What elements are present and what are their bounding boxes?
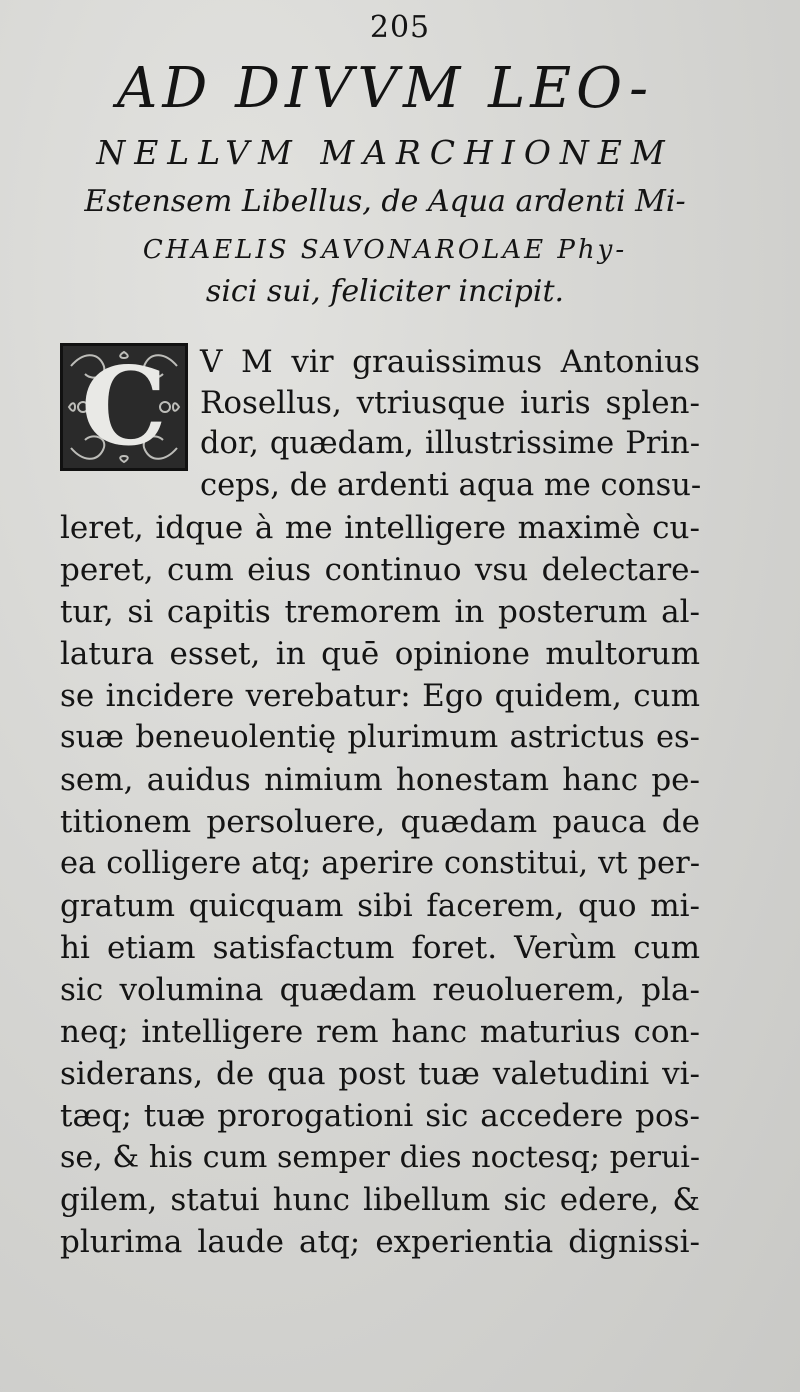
heading-line-1: AD DIVVM LEO- xyxy=(116,58,654,120)
text-line: hi etiam satisfactum foret. Verùm cum xyxy=(60,930,700,966)
heading-line-4: CHAELIS SAVONAROLAE Phy- xyxy=(142,235,628,265)
text-line: V M vir grauissimus Antonius xyxy=(200,344,700,380)
text-line: se incidere verebatur: Ego quidem, cum xyxy=(60,678,700,714)
text-line: ea colligere atq; aperire constitui, vt per- xyxy=(60,846,700,881)
heading-line-3: Estensem Libellus, de Aqua ardenti Mi- xyxy=(84,184,686,219)
text-line: titionem persoluere, quædam pauca de xyxy=(60,804,700,840)
text-line: neq; intelligere rem hanc maturius con- xyxy=(60,1014,700,1050)
text-line: sic volumina quædam reuoluerem, pla- xyxy=(60,972,700,1008)
text-line: gratum quicquam sibi facerem, quo mi- xyxy=(60,888,700,924)
text-line: dor, quædam, illustrissime Prin- xyxy=(200,426,700,461)
text-line: Rosellus, vtriusque iuris splen- xyxy=(200,385,700,421)
text-line: sem, auidus nimium honestam hanc pe- xyxy=(60,762,700,798)
text-line: plurima laude atq; experientia dignissi- xyxy=(60,1224,700,1260)
drop-cap-letter: C xyxy=(81,344,167,470)
heading-line-2: NELLVM MARCHIONEM xyxy=(96,133,674,172)
text-line: suæ beneuolentię plurimum astrictus es- xyxy=(60,720,700,755)
text-line: se, & his cum semper dies noctesq; perui- xyxy=(60,1140,700,1175)
heading-line-5: sici sui, feliciter incipit. xyxy=(205,274,565,309)
text-line: latura esset, in quē opinione multorum xyxy=(60,636,700,672)
page-number: 205 xyxy=(369,10,431,45)
text-line: peret, cum eius continuo vsu delectare- xyxy=(60,552,700,588)
text-line: leret, idque à me intelligere maximè cu- xyxy=(60,510,700,546)
text-line: tæq; tuæ prorogationi sic accedere pos- xyxy=(60,1098,700,1134)
text-line: ceps, de ardenti aqua me consu- xyxy=(200,468,702,503)
ornamental-initial xyxy=(60,343,188,471)
text-line: gilem, statui hunc libellum sic edere, & xyxy=(60,1182,700,1218)
text-line: tur, si capitis tremorem in posterum al- xyxy=(60,594,700,630)
text-line: siderans, de qua post tuæ valetudini vi- xyxy=(60,1056,700,1092)
